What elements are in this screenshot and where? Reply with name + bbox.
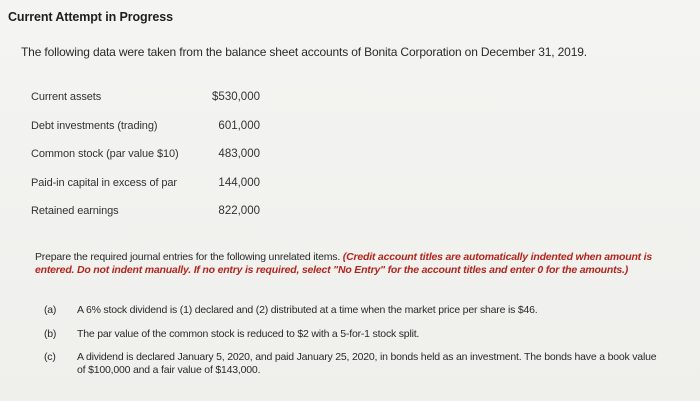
item-text: A dividend is declared January 5, 2020, and paid January 25, 2020, in bonds held as an investment. The bonds have a book value of $100,000 and a fair value of $143,000. (77, 351, 657, 376)
account-label: Debt investments (trading) (31, 119, 158, 132)
attempt-heading: Current Attempt in Progress (8, 10, 173, 24)
account-value: $530,000 (212, 91, 260, 104)
instructions (35, 251, 675, 277)
table-row (29, 197, 261, 226)
item-text: A 6% stock dividend is (1) declared and (2) distributed at a time when the market price per share is $46. (77, 304, 538, 316)
list-item (44, 351, 664, 377)
account-label: Paid-in capital in excess of par (31, 176, 177, 189)
table-row (29, 140, 261, 169)
account-label: Common stock (par value $10) (31, 148, 179, 161)
account-value: 601,000 (218, 119, 260, 132)
table-row (29, 83, 261, 112)
item-letter: (c) (44, 351, 56, 363)
problem-intro: The following data were taken from the balance sheet accounts of Bonita Corporation on December 31, 2019. (21, 45, 587, 59)
instructions-note: (Credit account titles are automatically indented when amount is entered. Do not indent manually. If no entry is required, select "No Entry" for the account titles and enter 0 for the amounts.) (35, 251, 653, 276)
item-list (44, 304, 664, 377)
item-text: The par value of the common stock is reduced to $2 with a 5-for-1 stock split. (77, 328, 420, 340)
balance-sheet-table (29, 83, 261, 226)
instructions-text: Prepare the required journal entries for the following unrelated items. (35, 251, 343, 263)
account-value: 483,000 (218, 148, 260, 161)
account-value: 822,000 (218, 205, 260, 218)
account-label: Current assets (31, 91, 102, 104)
list-item (44, 328, 664, 341)
item-letter: (b) (44, 328, 57, 340)
account-label: Retained earnings (31, 205, 119, 218)
list-item (44, 304, 664, 317)
item-letter: (a) (44, 304, 57, 316)
table-row (29, 112, 261, 141)
table-row (29, 169, 261, 198)
account-value: 144,000 (218, 176, 260, 189)
